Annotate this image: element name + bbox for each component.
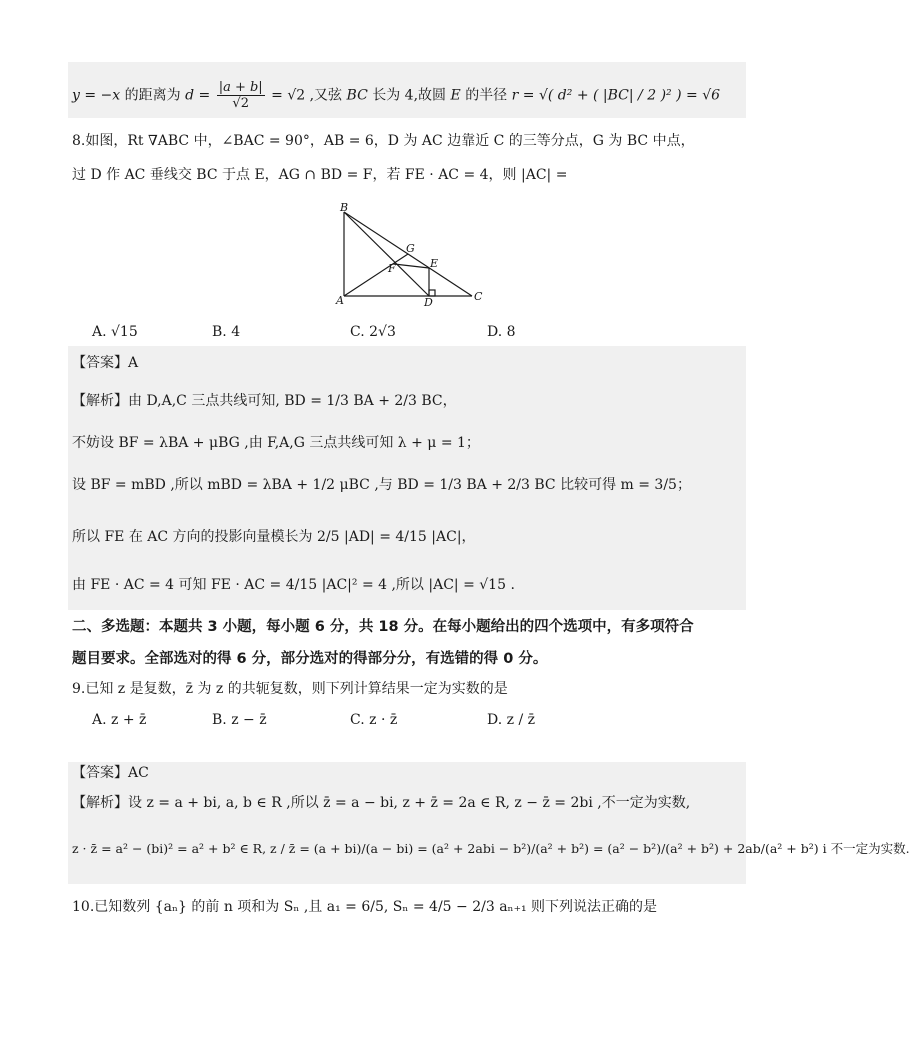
question-9-stem: 9.已知 z 是复数，z̄ 为 z 的共轭复数，则下列计算结果一定为实数的是 xyxy=(72,681,508,697)
line-equation: y = −x xyxy=(72,87,121,104)
top-continuation-line xyxy=(72,80,720,111)
text: ,又弦 xyxy=(309,87,343,104)
option-d: D. 8 xyxy=(487,324,516,340)
answer-8-analysis-5: 由 FE · AC = 4 可知 FE · AC = 4/15 |AC|² = 4 ,所以 |AC| = √15 . xyxy=(72,577,515,593)
segment-bc: BC xyxy=(346,87,368,104)
text: 长为 4,故圆 xyxy=(372,87,447,104)
section-2-heading-line-1: 二、多选题：本题共 3 小题，每小题 6 分，共 18 分。在每小题给出的四个选项中，有多项符合 xyxy=(72,619,694,635)
label-e: E xyxy=(430,257,439,270)
answer-8-analysis-2: 不妨设 BF = λBA + μBG ,由 F,A,G 三点共线可知 λ + μ = 1； xyxy=(72,435,480,451)
section-2-heading-line-2: 题目要求。全部选对的得 6 分，部分选对的得部分分，有选错的得 0 分。 xyxy=(72,651,548,667)
option-a: A. z + z̄ xyxy=(92,712,147,728)
segment-bd xyxy=(344,212,429,296)
label-d: D xyxy=(424,296,433,309)
question-10-stem: 10.已知数列 {aₙ} 的前 n 项和为 Sₙ ,且 a₁ = 6/5, Sₙ = 4/5 − 2/3 aₙ₊₁ 则下列说法正确的是 xyxy=(72,899,658,915)
answer-8-analysis-1: 【解析】由 D,A,C 三点共线可知, BD = 1/3 BA + 2/3 BC， xyxy=(72,393,457,409)
option-c: C. 2√3 xyxy=(350,324,396,340)
option-c: C. z · z̄ xyxy=(350,712,398,728)
label-c: C xyxy=(474,290,483,303)
answer-8-analysis-4: 所以 FE 在 AC 方向的投影向量模长为 2/5 |AD| = 4/15 |AC|， xyxy=(72,529,476,545)
question-8-line-2: 过 D 作 AC 垂线交 BC 于点 E，AG ∩ BD = F，若 FE · AC = 4，则 |AC| = xyxy=(72,167,568,183)
label-g: G xyxy=(406,242,415,255)
option-b: B. z − z̄ xyxy=(212,712,267,728)
triangle-figure xyxy=(330,200,510,315)
d-label: d = xyxy=(185,87,211,104)
answer-9-label: 【答案】AC xyxy=(72,765,149,781)
answer-8-analysis-3: 设 BF = mBD ,所以 mBD = λBA + 1/2 μBC ,与 BD = 1/3 BA + 2/3 BC 比较可得 m = 3/5； xyxy=(72,477,691,493)
answer-9-analysis-1: 【解析】设 z = a + bi, a, b ∈ R ,所以 z̄ = a − bi, z + z̄ = 2a ∈ R, z − z̄ = 2bi ,不一定为实数, xyxy=(72,795,691,811)
distance-numerator: |a + b| xyxy=(218,80,263,95)
segment-ag xyxy=(344,254,408,296)
distance-denominator: √2 xyxy=(232,96,249,111)
text: 的半径 xyxy=(465,87,508,104)
radius-expression: r = √( d² + ( |BC| / 2 )² ) = √6 xyxy=(511,87,721,104)
label-f: F xyxy=(388,262,396,275)
question-8-line-1: 8.如图，Rt ∇ABC 中，∠BAC = 90°，AB = 6，D 为 AC 边靠近 C 的三等分点，G 为 BC 中点， xyxy=(72,133,695,149)
answer-8-label: 【答案】A xyxy=(72,355,139,371)
label-a: A xyxy=(336,294,344,307)
answer-9-block xyxy=(68,762,746,884)
circle-e: E xyxy=(450,87,461,104)
option-d: D. z / z̄ xyxy=(487,712,535,728)
option-b: B. 4 xyxy=(212,324,241,340)
distance-value: = √2 xyxy=(271,87,306,104)
answer-9-analysis-2: z · z̄ = a² − (bi)² = a² + b² ∈ R, z / z̄ = (a + bi)/(a − bi) = (a² + 2abi − b²)/(a² + b²) = (a² − b²)/(a² + b²) + 2ab/(a² + b²) i 不一定为实数. xyxy=(72,841,910,856)
label-b: B xyxy=(340,201,349,214)
option-a: A. √15 xyxy=(92,324,138,340)
text: 的距离为 xyxy=(124,87,181,104)
distance-fraction xyxy=(217,80,265,111)
